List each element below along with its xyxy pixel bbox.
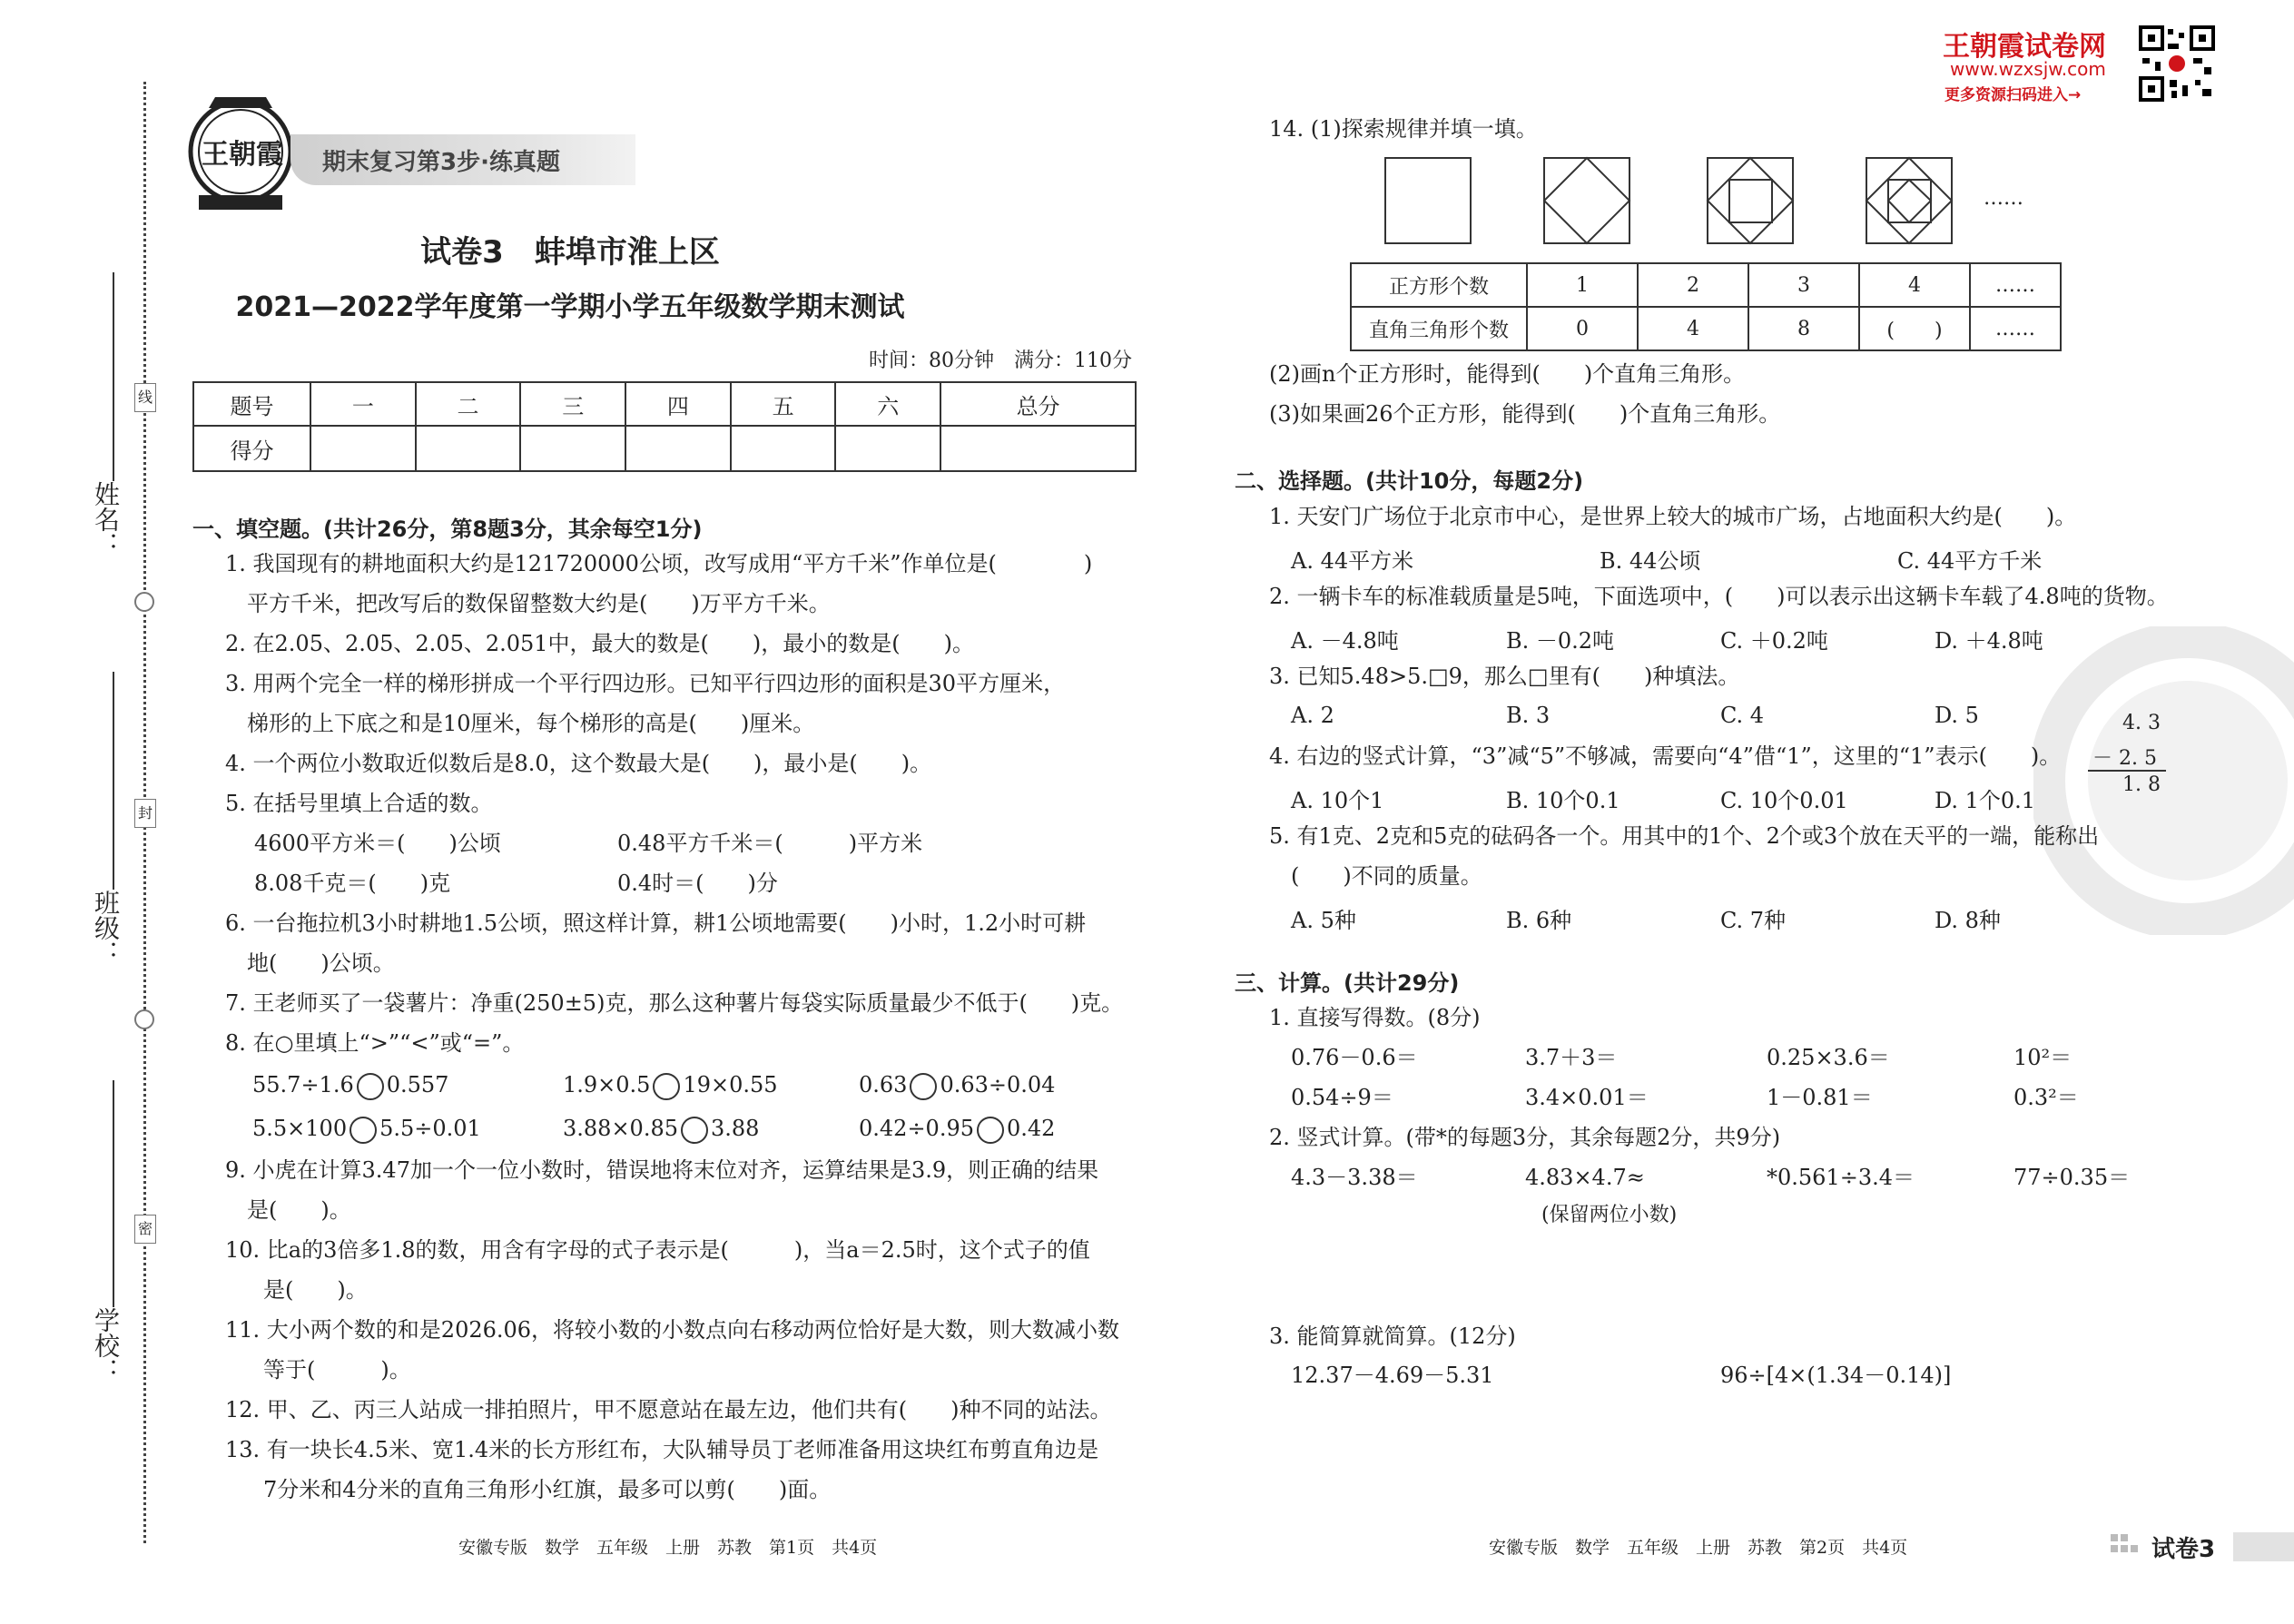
q5-item: 8.08千克＝( )克 [254, 871, 451, 896]
score-cell[interactable] [416, 426, 521, 471]
column-calc-item: 77÷0.35＝ [2013, 1165, 2131, 1190]
rounding-note: (保留两位小数) [1541, 1204, 1678, 1226]
compare-circle[interactable] [977, 1117, 1004, 1144]
oral-calc-item: 0.25×3.6＝ [1767, 1045, 1890, 1070]
vertical-calc-line [2088, 770, 2166, 772]
q10-line1: 10. 比a的3倍多1.8的数，用含有字母的式子表示是( )，当a＝2.5时，这个式子的值 [225, 1237, 1090, 1263]
school-label: 学校： [91, 1307, 121, 1383]
score-header: 五 [731, 382, 836, 426]
column-calc-item: 4.3－3.38＝ [1291, 1165, 1418, 1190]
seal-char-mi: 密 [134, 1215, 156, 1244]
oral-calc-item: 0.3²＝ [2013, 1085, 2079, 1110]
binding-hole-icon [134, 1009, 154, 1029]
score-header: 三 [520, 382, 625, 426]
pattern-cell: 1 [1527, 263, 1638, 307]
q8-left: 1.9×0.5 [563, 1072, 651, 1097]
s2-q4-option[interactable]: C. 10个0.01 [1720, 788, 1848, 813]
class-label: 班级： [91, 890, 121, 966]
s2-q3-option[interactable]: A. 2 [1291, 703, 1334, 728]
oral-calc-item: 3.4×0.01＝ [1525, 1085, 1649, 1110]
q5-item: 0.48平方千米＝( )平方米 [617, 831, 923, 856]
site-name: 王朝霞试卷网 [1943, 31, 2106, 63]
pattern-cell: …… [1970, 307, 2061, 350]
s2-q2-option[interactable]: A. －4.8吨 [1291, 628, 1399, 654]
q3-line2: 梯形的上下底之和是10厘米，每个梯形的高是( )厘米。 [247, 711, 815, 736]
s2-q4-option[interactable]: B. 10个0.1 [1506, 788, 1620, 813]
score-row-label: 得分 [193, 426, 310, 471]
footer-dots-icon [2111, 1532, 2138, 1558]
q8-item [859, 1115, 1055, 1144]
score-table [192, 381, 1137, 472]
seal-char-xian: 线 [134, 383, 156, 412]
oral-calc-item: 10²＝ [2013, 1045, 2072, 1070]
q8-right: 19×0.55 [683, 1072, 778, 1097]
q4: 4. 一个两位小数取近似数后是8.0，这个数最大是( )，最小是( )。 [225, 751, 932, 776]
score-header: 一 [310, 382, 416, 426]
score-header: 二 [416, 382, 521, 426]
q7: 7. 王老师买了一袋薯片：净重(250±5)克，那么这种薯片每袋实际质量最少不低于( )克。 [225, 990, 1124, 1016]
score-header: 题号 [193, 382, 310, 426]
binding-hole-icon [134, 592, 154, 612]
q13-line2: 7分米和4分米的直角三角形小红旗，最多可以剪( )面。 [263, 1477, 832, 1502]
s2-q1: 1. 天安门广场位于北京市中心，是世界上较大的城市广场，占地面积大约是( )。 [1269, 504, 2077, 529]
s2-q5-option[interactable]: A. 5种 [1291, 908, 1356, 933]
q6-line2: 地( )公顷。 [247, 950, 395, 976]
pattern-cell: 2 [1638, 263, 1748, 307]
q8: 8. 在○里填上“>”“<”或“=”。 [225, 1030, 525, 1056]
vertical-calc-result: 1. 8 [2122, 773, 2161, 796]
q8-item [563, 1115, 759, 1144]
s2-q2-option[interactable]: B. －0.2吨 [1506, 628, 1615, 654]
pattern-cell: 4 [1638, 307, 1748, 350]
s2-q2-option[interactable]: D. ＋4.8吨 [1935, 628, 2043, 654]
q8-right: 0.42 [1006, 1116, 1056, 1141]
q8-item [252, 1071, 448, 1100]
compare-circle[interactable] [910, 1073, 937, 1100]
vertical-calc-top: 4. 3 [2122, 712, 2161, 734]
q2: 2. 在2.05、2.05、2.05、2.051中，最大的数是( )，最小的数是( )。 [225, 631, 974, 656]
q5-item: 4600平方米＝( )公顷 [254, 831, 501, 856]
s2-q3-option[interactable]: D. 5 [1935, 703, 1979, 728]
s2-q5-option[interactable]: D. 8种 [1935, 908, 2001, 933]
column-calc-item: 4.83×4.7≈ [1525, 1165, 1645, 1190]
compare-circle[interactable] [357, 1073, 384, 1100]
q3-line1: 3. 用两个完全一样的梯形拼成一个平行四边形。已知平行四边形的面积是30平方厘米， [225, 671, 1066, 696]
square-pattern-figure [1384, 156, 2020, 247]
school-field[interactable] [113, 1080, 114, 1307]
q8-right: 3.88 [710, 1116, 760, 1141]
compare-circle[interactable] [653, 1073, 680, 1100]
site-url: www.wzxsjw.com [1950, 58, 2106, 80]
s2-q1-option[interactable]: B. 44公顷 [1600, 548, 1701, 574]
score-cell[interactable] [835, 426, 940, 471]
q10-line2: 是( )。 [263, 1277, 368, 1303]
time-info: 时间：80分钟 满分：110分 [869, 349, 1132, 372]
q8-item [252, 1115, 481, 1144]
name-label: 姓名： [91, 481, 121, 557]
q14-intro: 14. (1)探索规律并填一填。 [1269, 116, 1538, 142]
section3-title: 三、计算。(共计29分) [1235, 970, 1460, 996]
exam-title: 2021—2022学年度第一学期小学五年级数学期末测试 [235, 291, 905, 323]
score-cell[interactable] [310, 426, 416, 471]
vertical-calc-sub: － 2. 5 [2092, 747, 2157, 770]
class-field[interactable] [113, 672, 114, 890]
paper-title: 试卷3 蚌埠市淮上区 [420, 234, 720, 271]
q8-left: 5.5×100 [252, 1116, 348, 1141]
oral-calc-item: 0.54÷9＝ [1291, 1085, 1393, 1110]
q8-item [563, 1071, 778, 1100]
score-header: 四 [625, 382, 731, 426]
q8-left: 0.63 [859, 1072, 908, 1097]
column-calc-item: *0.561÷3.4＝ [1767, 1165, 1915, 1190]
s3-part2: 2. 竖式计算。(带*的每题3分，其余每题2分，共9分) [1269, 1125, 1781, 1150]
q9-line2: 是( )。 [247, 1197, 351, 1223]
q8-left: 3.88×0.85 [563, 1116, 678, 1141]
pattern-cell: 0 [1527, 307, 1638, 350]
pattern-cell: 直角三角形个数 [1351, 307, 1527, 350]
section1-title: 一、填空题。(共计26分，第8题3分，其余每空1分) [192, 517, 703, 542]
s2-q2: 2. 一辆卡车的标准载质量是5吨，下面选项中，( )可以表示出这辆卡车载了4.8吨的货物。 [1269, 584, 2169, 609]
q13-line1: 13. 有一块长4.5米、宽1.4米的长方形红布，大队辅导员丁老师准备用这块红布剪直角边是 [225, 1437, 1099, 1462]
badge-text: 期末复习第3步·练真题 [322, 149, 560, 176]
oral-calc-item: 0.76－0.6＝ [1291, 1045, 1418, 1070]
logo-text: 王朝霞 [202, 139, 283, 171]
s2-q3: 3. 已知5.48>5.□9，那么□里有( )种填法。 [1269, 664, 1740, 689]
q8-left: 55.7÷1.6 [252, 1072, 354, 1097]
footer-left: 安徽专版 数学 五年级 上册 苏教 第1页 共4页 [458, 1538, 878, 1558]
pattern-cell: 8 [1748, 307, 1859, 350]
footer-right: 安徽专版 数学 五年级 上册 苏教 第2页 共4页 [1489, 1538, 1908, 1558]
s3-part3: 3. 能简算就简算。(12分) [1269, 1324, 1516, 1349]
score-cell[interactable] [731, 426, 836, 471]
q8-right: 0.63÷0.04 [940, 1072, 1056, 1097]
score-cell[interactable] [625, 426, 731, 471]
s2-q5-option[interactable]: C. 7种 [1720, 908, 1787, 933]
score-cell[interactable] [520, 426, 625, 471]
pattern-ellipsis: …… [1984, 187, 2023, 210]
q11-line1: 11. 大小两个数的和是2026.06，将较小数的小数点向右移动两位恰好是大数，则大数减小数 [225, 1317, 1120, 1343]
s2-q5-option[interactable]: B. 6种 [1506, 908, 1572, 933]
q12: 12. 甲、乙、丙三人站成一排拍照片，甲不愿意站在最左边，他们共有( )种不同的站法。 [225, 1397, 1112, 1422]
q9-line1: 9. 小虎在计算3.47加一个一位小数时，错误地将末位对齐，运算结果是3.9，则正确的结果 [225, 1157, 1099, 1183]
qr-code-icon[interactable] [2139, 25, 2215, 102]
oral-calc-item: 1－0.81＝ [1767, 1085, 1873, 1110]
site-note: 更多资源扫码进入→ [1944, 86, 2082, 104]
s2-q3-option[interactable]: C. 4 [1720, 703, 1765, 728]
oral-calc-item: 3.7＋3＝ [1525, 1045, 1618, 1070]
pattern-answer-cell[interactable]: ( ) [1859, 307, 1970, 350]
q8-item [859, 1071, 1055, 1100]
q14-part3: (3)如果画26个正方形，能得到( )个直角三角形。 [1269, 401, 1781, 427]
footer-tag-band [2233, 1532, 2294, 1561]
pattern-cell: 4 [1859, 263, 1970, 307]
s2-q1-option[interactable]: C. 44平方千米 [1897, 548, 2043, 574]
pattern-table [1350, 262, 2062, 351]
q1-line1: 1. 我国现有的耕地面积大约是121720000公顷，改写成用“平方千米”作单位是( ) [225, 551, 1093, 576]
s2-q4-option[interactable]: D. 1个0.1 [1935, 788, 2036, 813]
q5-item: 0.4时＝( )分 [617, 871, 778, 896]
q5: 5. 在括号里填上合适的数。 [225, 791, 493, 816]
s3-part1: 1. 直接写得数。(8分) [1269, 1005, 1481, 1030]
q8-right: 0.557 [386, 1072, 449, 1097]
seal-char-feng: 封 [134, 799, 156, 828]
s2-q2-option[interactable]: C. ＋0.2吨 [1720, 628, 1828, 654]
q6-line1: 6. 一台拖拉机3小时耕地1.5公顷，照这样计算，耕1公顷地需要( )小时，1.2小时可耕 [225, 910, 1087, 936]
watermark-seal [2033, 626, 2294, 935]
pattern-cell: 3 [1748, 263, 1859, 307]
q1-line2: 平方千米，把改写后的数保留整数大约是( )万平方千米。 [247, 591, 831, 616]
simplify-item: 96÷[4×(1.34－0.14)] [1720, 1363, 1952, 1388]
s2-q3-option[interactable]: B. 3 [1506, 703, 1551, 728]
q11-line2: 等于( )。 [263, 1357, 411, 1383]
q8-left: 0.42÷0.95 [859, 1116, 974, 1141]
pattern-cell: 正方形个数 [1351, 263, 1527, 307]
s2-q5-line2: ( )不同的质量。 [1291, 863, 1482, 889]
simplify-item: 12.37－4.69－5.31 [1291, 1363, 1494, 1388]
score-header: 总分 [940, 382, 1136, 426]
pattern-cell: …… [1970, 263, 2061, 307]
s2-q4-option[interactable]: A. 10个1 [1291, 788, 1384, 813]
compare-circle[interactable] [681, 1117, 708, 1144]
compare-circle[interactable] [350, 1117, 377, 1144]
score-header: 六 [835, 382, 940, 426]
footer-tag: 试卷3 [2151, 1536, 2216, 1563]
s2-q4: 4. 右边的竖式计算，“3”减“5”不够减，需要向“4”借“1”，这里的“1”表示( )。 [1269, 743, 2062, 769]
q14-part2: (2)画n个正方形时，能得到( )个直角三角形。 [1269, 361, 1746, 387]
q8-right: 5.5÷0.01 [379, 1116, 481, 1141]
score-cell[interactable] [940, 426, 1136, 471]
section2-title: 二、选择题。(共计10分，每题2分) [1235, 468, 1584, 494]
s2-q1-option[interactable]: A. 44平方米 [1291, 548, 1414, 574]
s2-q5-line1: 5. 有1克、2克和5克的砝码各一个。用其中的1个、2个或3个放在天平的一端，能称出 [1269, 823, 2100, 849]
